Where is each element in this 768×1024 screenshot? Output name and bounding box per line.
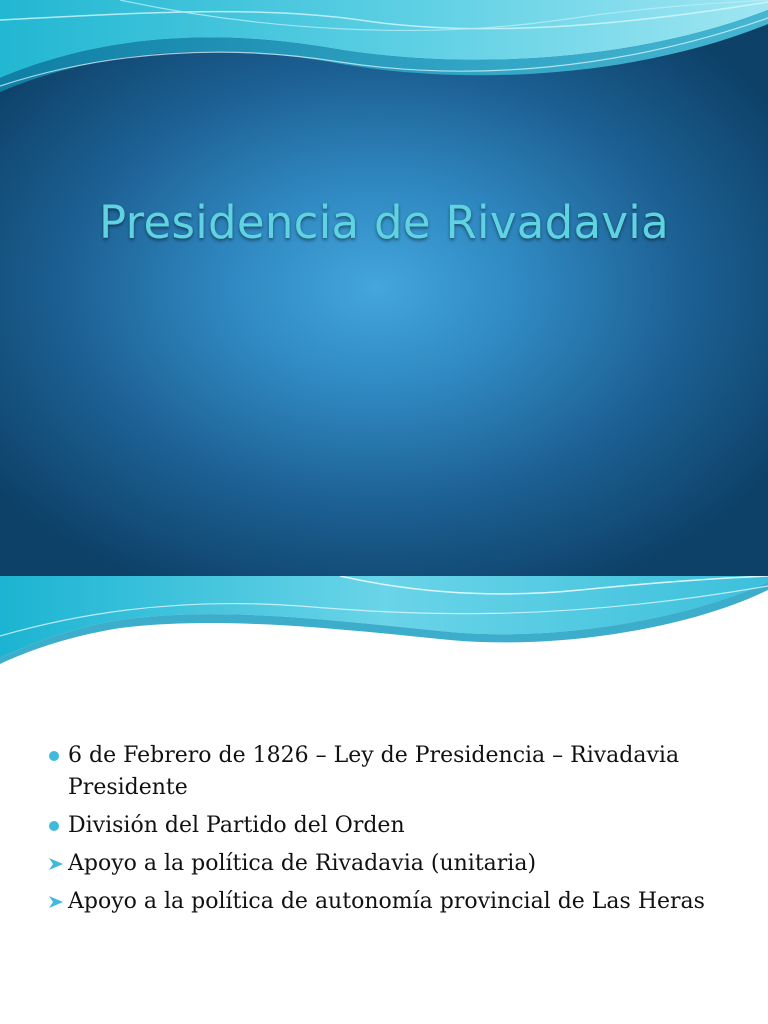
bullet-text: Apoyo a la política de autonomía provincial de Las Heras [68, 889, 705, 914]
bullet-list [48, 740, 738, 924]
dot-bullet-icon [48, 810, 66, 842]
bullet-text: Apoyo a la política de Rivadavia (unitaria) [68, 851, 537, 876]
content-slide [0, 576, 768, 1024]
bullet-item [48, 886, 738, 918]
bullet-item [48, 810, 738, 842]
arrow-bullet-icon [48, 886, 66, 918]
slide-title: Presidencia de Rivadavia [99, 196, 669, 249]
arrow-bullet-icon [48, 848, 66, 880]
bullet-text: División del Partido del Orden [68, 813, 405, 838]
bullet-item [48, 848, 738, 880]
bullet-text: 6 de Febrero de 1826 – Ley de Presidencia – Rivadavia Presidente [68, 743, 680, 800]
bullet-item [48, 740, 738, 804]
dot-bullet-icon [48, 740, 66, 772]
header-wave-decoration [0, 576, 768, 676]
